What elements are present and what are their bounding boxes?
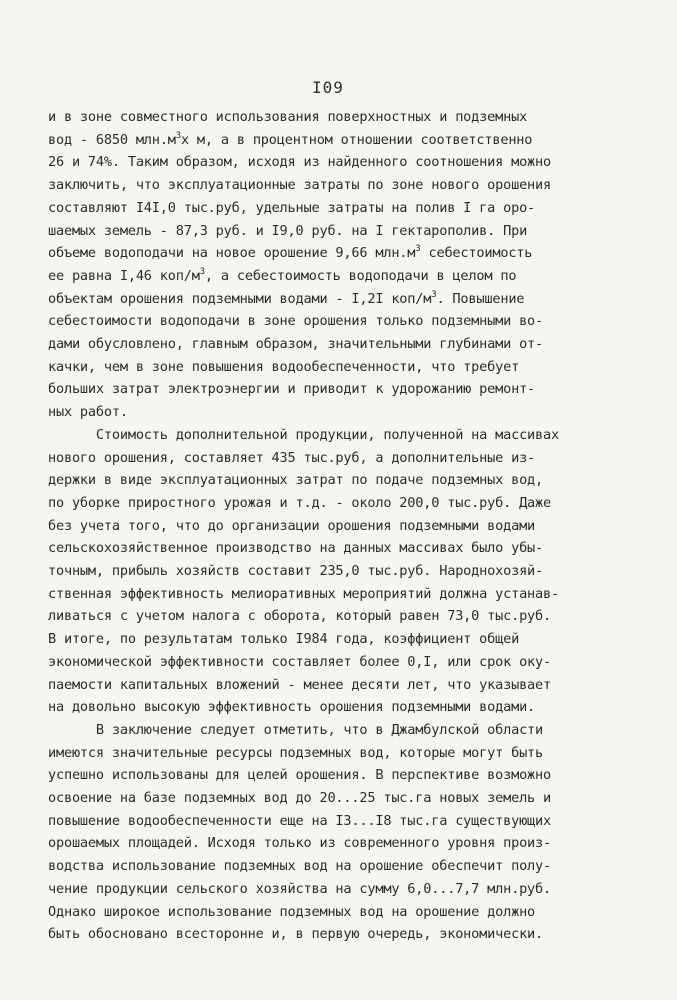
text-line	[48, 539, 543, 557]
text-line-continuation: , а себестоимость водоподачи в целом по	[204, 267, 517, 284]
text-line-content: ных работ.	[48, 404, 128, 421]
superscript: 3	[415, 244, 421, 255]
superscript: 3	[431, 289, 437, 300]
text-line-content: освоение на базе подземных вод до 20...25 тыс.га новых земель и	[48, 790, 552, 806]
text-line-content: ее равна I,46 коп/м	[48, 267, 200, 284]
text-line-content: 26 и 74%. Таким образом, исходя из найденного соотношения можно	[48, 154, 552, 171]
text-line-content: Стоимость дополнительной продукции, полученной на массивах	[48, 426, 559, 443]
text-line	[48, 426, 559, 444]
text-line-content: на довольно высокую эффективность орошения подземными водами.	[48, 699, 536, 716]
text-line	[48, 676, 551, 694]
text-line-content: В заключение следует отметить, что в Джамбулской области	[48, 721, 544, 738]
text-line	[48, 766, 551, 784]
text-line-content: повышение водообеспеченности еще на I3...I8 тыс.га существующих	[48, 812, 552, 829]
text-line	[48, 358, 519, 376]
text-line-content: качки, чем в зоне повышения водообеспеченности, что требует	[48, 358, 520, 375]
text-line-content: составляют I4I,0 тыс.руб, удельные затраты на полив I га оро-	[48, 199, 536, 216]
text-line	[48, 857, 551, 875]
text-line-content: имеются значительные ресурсы подземных вод, которые могут быть	[48, 744, 544, 761]
text-line	[48, 607, 551, 625]
text-line	[48, 562, 543, 580]
text-line-continuation: . Повышение	[436, 290, 525, 307]
text-line	[48, 585, 559, 603]
text-line-content: без учета того, что до организации орошения подземными водами	[48, 517, 536, 534]
superscript: 3	[199, 266, 205, 277]
text-line	[48, 744, 543, 762]
text-line-content: успешно использованы для целей орошения. В перспективе возможно	[48, 767, 552, 784]
text-line	[48, 653, 551, 671]
text-line	[48, 449, 535, 467]
text-line	[48, 880, 551, 898]
text-line-content: дами обусловлено, главным образом, значительными глубинами от-	[48, 336, 544, 352]
text-line	[48, 494, 551, 512]
text-line	[48, 267, 516, 285]
text-line-content: себестоимости водоподачи в зоне орошения только подземными во-	[48, 313, 544, 330]
text-line	[48, 222, 527, 240]
text-line-content: водства использование подземных вод на орошение обеспечит полу-	[48, 858, 552, 875]
text-line	[48, 471, 543, 489]
text-line-content: ливаться с учетом налога с оборота, который равен 73,0 тыс.руб.	[48, 608, 552, 625]
text-line-content: нового орошения, составляет 435 тыс.руб, а дополнительные из-	[48, 449, 536, 466]
text-line	[48, 698, 535, 716]
text-line	[48, 789, 551, 807]
text-line-content: чение продукции сельского хозяйства на сумму 6,0...7,7 млн.руб.	[48, 880, 552, 897]
text-line	[48, 244, 532, 262]
text-line	[48, 108, 527, 126]
text-line	[48, 176, 551, 194]
text-line	[48, 380, 535, 398]
text-line-content: больших затрат электроэнергии и приводит к удорожанию ремонт-	[48, 381, 536, 398]
text-line	[48, 199, 535, 217]
text-line-content: заключить, что эксплуатационные затраты по зоне нового орошения	[48, 177, 552, 194]
text-line-content: ственная эффективность мелиоративных мероприятий должна устанав-	[48, 585, 559, 602]
text-line	[48, 834, 551, 852]
text-line	[48, 131, 532, 149]
text-line	[48, 312, 543, 330]
text-line	[48, 812, 551, 830]
text-line-content: объеме водоподачи на новое орошение 9,66 млн.м	[48, 245, 416, 262]
page-number: I09	[312, 78, 344, 97]
text-line-content: и в зоне совместного использования поверхностных и подземных	[48, 109, 528, 125]
text-line	[48, 721, 543, 739]
text-line	[48, 403, 128, 421]
text-line-content: экономической эффективности составляет более 0,I, или срок оку-	[48, 653, 552, 670]
text-line	[48, 925, 543, 943]
text-line-content: быть обосновано всесторонне и, в первую очередь, экономически.	[48, 926, 544, 943]
text-line-continuation: себестоимость	[420, 245, 533, 262]
text-line-content: по уборке прироcтного урожая и т.д. - около 200,0 тыс.руб. Даже	[48, 494, 552, 511]
text-line-content: шаемых земель - 87,3 руб. и I9,0 руб. на I гектарополив. При	[48, 222, 528, 239]
text-line-content: точным, прибыль хозяйств составит 235,0 тыс.руб. Народнохозяй-	[48, 563, 544, 579]
text-line-content: паемости капитальных вложений - менее десяти лет, что указывает	[48, 676, 552, 693]
text-line	[48, 903, 535, 921]
text-line-continuation: х м, а в процентном отношении соответственно	[180, 131, 533, 148]
text-line-content: держки в виде эксплуатационных затрат по подаче подземных вод,	[48, 472, 544, 489]
text-line	[48, 290, 524, 308]
text-line-content: вод - 6850 млн.м	[48, 131, 176, 148]
text-line-content: В итоге, по результатам только I984 года, коэффициент общей	[48, 631, 520, 648]
text-line-content: сельскохозяйственное производство на данных массивах было убы-	[48, 540, 544, 557]
text-line	[48, 153, 551, 171]
text-line	[48, 335, 543, 353]
superscript: 3	[175, 130, 181, 141]
text-line-content: объектам орошения подземными водами - I,2I коп/м	[48, 290, 432, 307]
text-line	[48, 630, 519, 648]
text-line-content: Однако широкое использование подземных вод на орошение должно	[48, 903, 536, 920]
text-line-content: орошаемых площадей. Исходя только из современного уровня произ-	[48, 835, 552, 852]
text-line	[48, 517, 535, 535]
